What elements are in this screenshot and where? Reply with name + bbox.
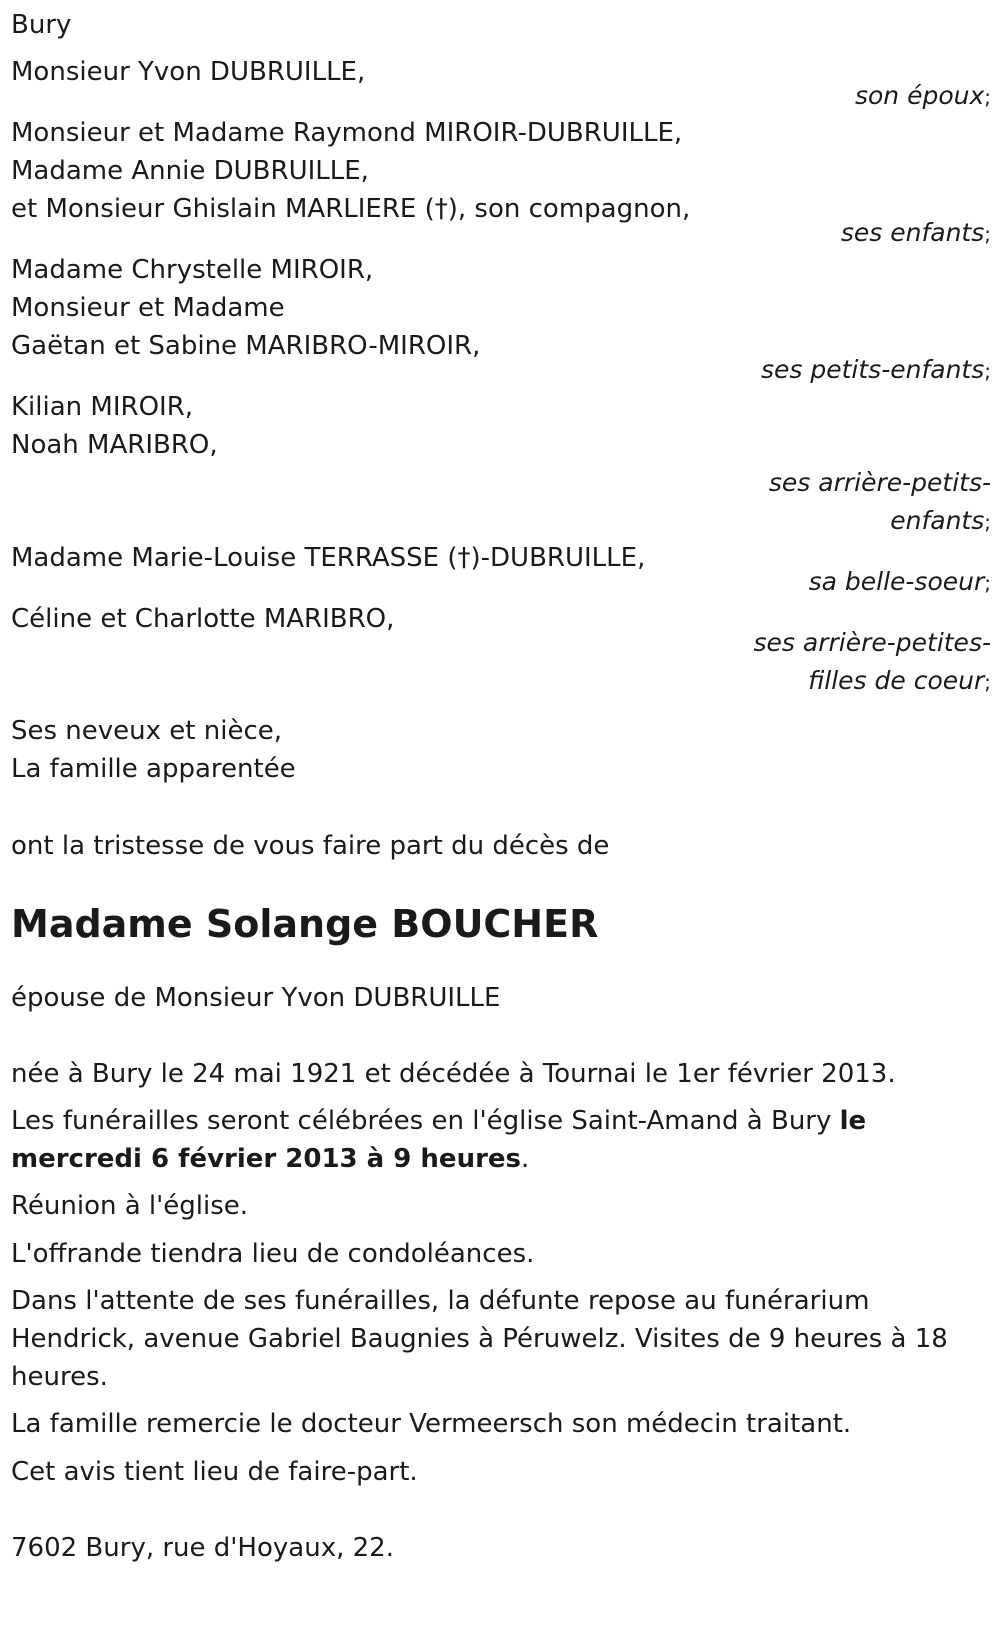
role-text: ses arrière-petits- bbox=[768, 468, 991, 497]
role-text: filles de coeur bbox=[808, 666, 985, 695]
role-text: enfants bbox=[890, 506, 985, 535]
family-line: Madame Marie-Louise TERRASSE (†)-DUBRUILLE, bbox=[11, 543, 646, 573]
role-semicolon: ; bbox=[984, 222, 991, 246]
family-group-spouse bbox=[11, 52, 991, 117]
family-role bbox=[11, 661, 991, 702]
family-group-children bbox=[11, 114, 991, 254]
meeting-text: Réunion à l'église. bbox=[11, 1191, 249, 1221]
family-line: Madame Chrystelle MIROIR, bbox=[11, 255, 374, 285]
family-line: Céline et Charlotte MARIBRO, bbox=[11, 604, 395, 634]
others-line: La famille apparentée bbox=[11, 754, 296, 784]
role-semicolon: ; bbox=[984, 85, 991, 109]
place-name: Bury bbox=[11, 10, 72, 40]
role-text: ses enfants bbox=[840, 218, 985, 247]
offering-text: L'offrande tiendra lieu de condoléances. bbox=[11, 1239, 535, 1269]
role-semicolon: ; bbox=[984, 359, 991, 383]
funeral-suffix: . bbox=[521, 1144, 530, 1174]
family-group-great-grandchildren bbox=[11, 388, 991, 542]
notice-text: Cet avis tient lieu de faire-part. bbox=[11, 1457, 418, 1487]
birth-death-text: née à Bury le 24 mai 1921 et décédée à Tournai le 1er février 2013. bbox=[11, 1059, 896, 1089]
family-group-grandchildren bbox=[11, 251, 991, 391]
family-line: Madame Annie DUBRUILLE, bbox=[11, 156, 369, 186]
spouse-line: épouse de Monsieur Yvon DUBRUILLE bbox=[11, 983, 501, 1013]
funeral-prefix: Les funérailles seront célébrées en l'église Saint-Amand à Bury bbox=[11, 1106, 840, 1136]
address-text: 7602 Bury, rue d'Hoyaux, 22. bbox=[11, 1533, 394, 1563]
role-text: son époux bbox=[854, 81, 985, 110]
role-text: sa belle-soeur bbox=[808, 567, 985, 596]
family-line: Monsieur Yvon DUBRUILLE, bbox=[11, 57, 366, 87]
funeral-text bbox=[11, 1102, 911, 1178]
role-semicolon: ; bbox=[984, 571, 991, 595]
role-semicolon: ; bbox=[984, 670, 991, 694]
others-group bbox=[11, 712, 991, 788]
family-line: Gaëtan et Sabine MARIBRO-MIROIR, bbox=[11, 331, 481, 361]
obituary-page bbox=[11, 6, 991, 1568]
funeral-date: le mercredi 6 février 2013 à 9 heures bbox=[11, 1106, 867, 1174]
family-line: et Monsieur Ghislain MARLIERE (†), son compagnon, bbox=[11, 194, 691, 224]
role-semicolon: ; bbox=[984, 510, 991, 534]
deceased-name: Madame Solange BOUCHER bbox=[11, 902, 599, 946]
repose-text: Dans l'attente de ses funérailles, la défunte repose au funérarium Hendrick, avenue Gabriel Baugnies à Péruwelz. Visites de 9 heures à 18 heures. bbox=[11, 1286, 948, 1392]
others-line: Ses neveux et nièce, bbox=[11, 716, 283, 746]
family-group-sister-in-law bbox=[11, 539, 991, 603]
role-text: ses petits-enfants bbox=[761, 355, 985, 384]
family-line: Monsieur et Madame bbox=[11, 293, 285, 323]
family-line: Noah MARIBRO, bbox=[11, 430, 218, 460]
family-group-heart-great-granddaughters bbox=[11, 600, 991, 702]
family-role bbox=[11, 501, 991, 542]
family-line: Kilian MIROIR, bbox=[11, 392, 194, 422]
thanks-text: La famille remercie le docteur Vermeersch son médecin traitant. bbox=[11, 1409, 852, 1439]
family-line: Monsieur et Madame Raymond MIROIR-DUBRUILLE, bbox=[11, 118, 683, 148]
announcement-text: ont la tristesse de vous faire part du décès de bbox=[11, 831, 610, 861]
family-role bbox=[11, 463, 991, 503]
role-text: ses arrière-petites- bbox=[753, 628, 991, 657]
